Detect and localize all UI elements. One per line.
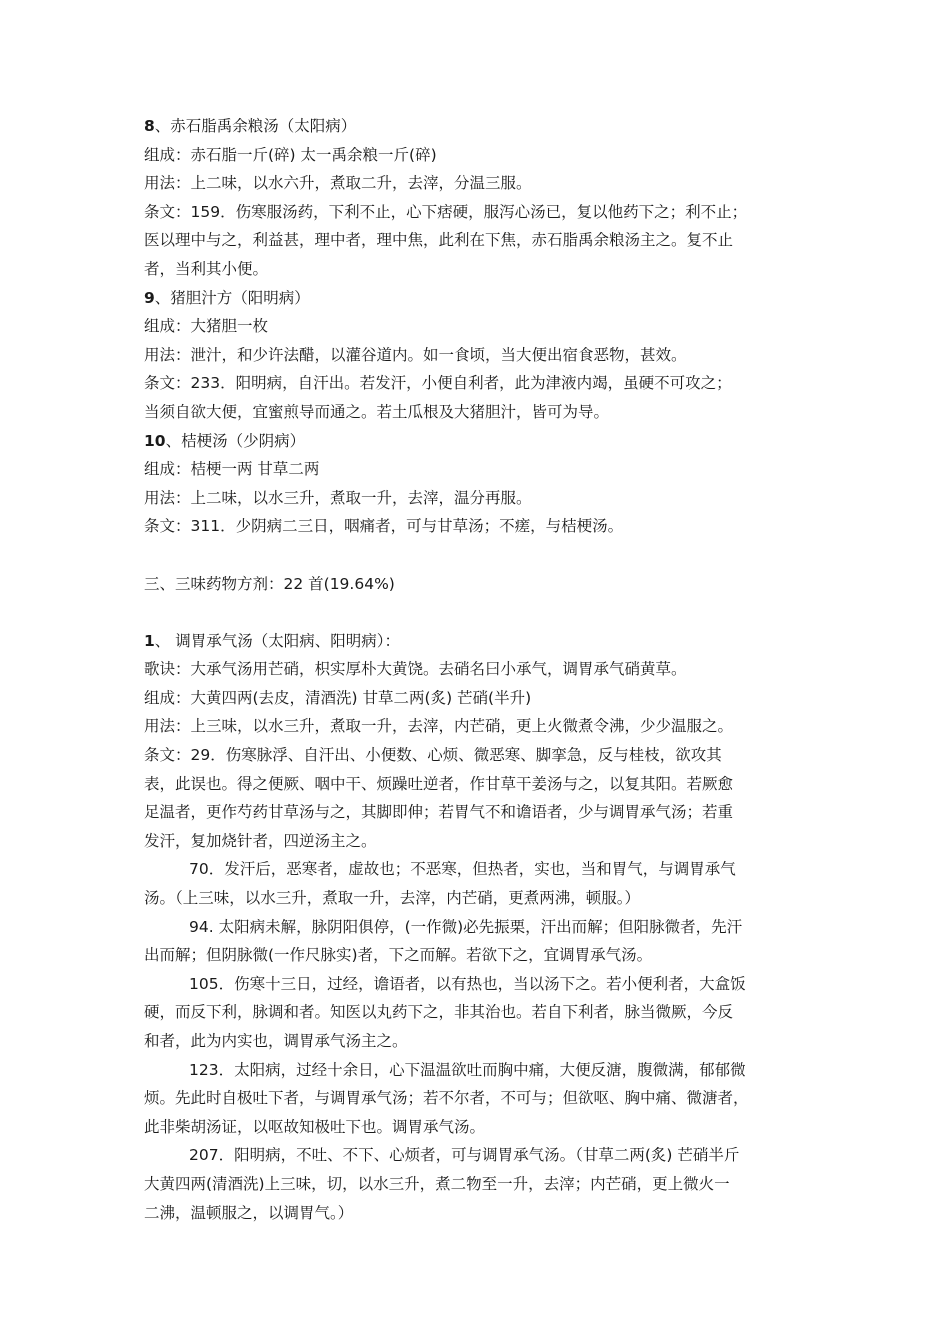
clause-line: 94. 太阳病未解，脉阴阳俱停，(一作微)必先振栗，汗出而解；但阳脉微者，先汗	[189, 917, 743, 936]
clause-line: 硬，而反下利，脉调和者。知医以丸药下之，非其治也。若自下利者，脉当微厥，今反	[144, 1003, 734, 1022]
clause-line: 大黄四两(清酒洗)上三味，切，以水三升，煮二物至一升，去滓；内芒硝，更上微火一	[144, 1174, 730, 1193]
clause-line: 此非柴胡汤证，以呕故知极吐下也。调胃承气汤。	[144, 1117, 486, 1136]
formula-title: 、赤石脂禹余粮汤（太阳病）	[154, 117, 357, 135]
formula-item-10	[144, 427, 814, 541]
usage-line: 用法：泄汁，和少许法醋，以灌谷道内。如一食顷，当大便出宿食恶物，甚效。	[144, 345, 687, 364]
clause-line: 汤。（上三味，以水三升，煮取一升，去滓，内芒硝，更煮两沸，顿服。）	[144, 889, 641, 908]
verse-line: 歌诀：大承气汤用芒硝，枳实厚朴大黄饶。去硝名曰小承气，调胃承气硝黄草。	[144, 660, 687, 679]
blank-line	[144, 541, 814, 570]
formula-heading	[144, 627, 814, 656]
document-page	[144, 112, 814, 1227]
clause-paragraph-207	[144, 1141, 814, 1227]
composition-line: 组成：大猪胆一枚	[144, 317, 269, 336]
clause-line: 70．发汗后，恶寒者，虚故也；不恶寒，但热者，实也，当和胃气，与调胃承气	[189, 860, 736, 879]
formula-title: 、 调胃承气汤（太阳病、阳明病）：	[154, 631, 400, 650]
formula-number: 9	[144, 288, 155, 307]
clause-line: 烦。先此时自极吐下者，与调胃承气汤；若不尔者，不可与；但欲呕、胸中痛、微溏者，	[144, 1089, 749, 1108]
clause-paragraph-105	[144, 970, 814, 1056]
formula-number: 1	[144, 631, 155, 650]
formula-item-1	[144, 627, 814, 1227]
usage-line: 用法：上三味，以水三升，煮取一升，去滓，内芒硝，更上火微煮令沸，少少温服之。	[144, 717, 734, 736]
composition-line: 组成：桔梗一两 甘草二两	[144, 460, 320, 479]
usage-line: 用法：上二味，以水六升，煮取二升，去滓，分温三服。	[144, 174, 532, 193]
clause-line: 医以理中与之，利益甚，理中者，理中焦，此利在下焦，赤石脂禹余粮汤主之。复不止	[144, 231, 734, 250]
formula-item-9	[144, 284, 814, 427]
clause-line: 出而解；但阴脉微(一作尺脉实)者，下之而解。若欲下之，宜调胃承气汤。	[144, 946, 653, 965]
clause-line: 二沸，温顿服之，以调胃气。）	[144, 1203, 354, 1222]
clause-line: 条文：159．伤寒服汤药，下利不止，心下痞硬，服泻心汤已，复以他药下之；利不止；	[144, 202, 748, 221]
usage-line: 用法：上二味，以水三升，煮取一升，去滓，温分再服。	[144, 488, 532, 507]
formula-heading	[144, 284, 814, 313]
clause-line: 当须自欲大便，宜蜜煎导而通之。若土瓜根及大猪胆汁，皆可为导。	[144, 402, 610, 421]
clause-line: 105．伤寒十三日，过经，谵语者，以有热也，当以汤下之。若小便利者，大盒饭	[189, 974, 746, 993]
blank-line	[144, 598, 814, 627]
formula-title: 、猪胆汁方（阳明病）	[154, 288, 310, 307]
clause-line: 207．阳明病，不吐、不下、心烦者，可与调胃承气汤。（甘草二两(炙) 芒硝半斤	[189, 1146, 740, 1165]
clause-line: 和者，此为内实也，调胃承气汤主之。	[144, 1032, 408, 1050]
clause-paragraph-94	[144, 913, 814, 970]
composition-line: 组成：大黄四两(去皮，清酒洗) 甘草二两(炙) 芒硝(半升)	[144, 688, 532, 707]
formula-item-8	[144, 112, 814, 284]
formula-number: 8	[144, 117, 155, 135]
clause-line: 发汗，复加烧针者，四逆汤主之。	[144, 831, 377, 850]
section-heading: 三、三味药物方剂：22 首(19.64%)	[144, 574, 395, 593]
composition-line: 组成：赤石脂一斤(碎) 太一禹余粮一斤(碎)	[144, 145, 437, 164]
clause-paragraph-123	[144, 1056, 814, 1142]
clause-line: 者，当利其小便。	[144, 259, 269, 278]
formula-heading	[144, 427, 814, 456]
formula-heading	[144, 112, 814, 141]
clause-line: 条文：311．少阴病二三日，咽痛者，可与甘草汤；不瘥，与桔梗汤。	[144, 517, 624, 536]
clause-line: 123．太阳病，过经十余日，心下温温欲吐而胸中痛，大便反溏，腹微满，郁郁微	[189, 1060, 746, 1079]
clause-line: 条文：29．伤寒脉浮、自汗出、小便数、心烦、微恶寒、脚挛急，反与桂枝，欲攻其	[144, 746, 722, 765]
clause-paragraph-70	[144, 855, 814, 912]
clause-line: 表，此误也。得之便厥、咽中干、烦躁吐逆者，作甘草干姜汤与之，以复其阳。若厥愈	[144, 774, 734, 793]
formula-title: 、桔梗汤（少阴病）	[165, 431, 306, 450]
clause-line: 条文：233．阳明病，自汗出。若发汗，小便自利者，此为津液内竭，虽硬不可攻之；	[144, 374, 732, 393]
clause-line: 足温者，更作芍药甘草汤与之，其脚即伸；若胃气不和谵语者，少与调胃承气汤；若重	[144, 803, 734, 822]
formula-number: 10	[144, 431, 166, 450]
